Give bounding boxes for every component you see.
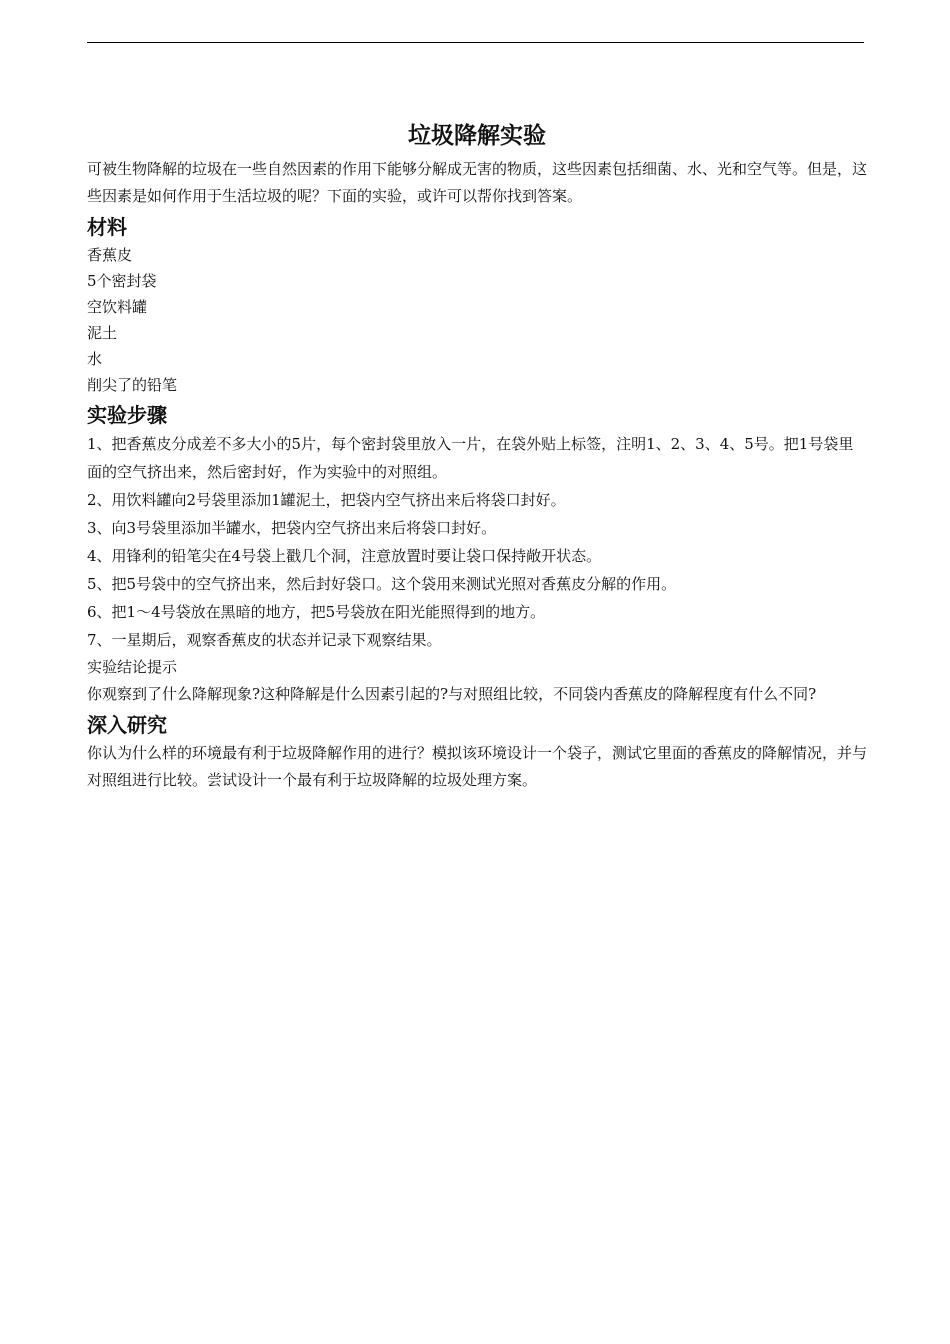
step-item: 6、把1～4号袋放在黑暗的地方，把5号袋放在阳光能照得到的地方。 xyxy=(87,603,546,621)
steps-heading: 实验步骤 xyxy=(87,403,167,427)
conclusion-text: 你观察到了什么降解现象?这种降解是什么因素引起的?与对照组比较，不同袋内香蕉皮的降解程度有什么不同? xyxy=(87,685,817,703)
step-item: 1、把香蕉皮分成差不多大小的5片，每个密封袋里放入一片，在袋外贴上标签，注明1、2、3、4、5号。把1号袋里面的空气挤出来，然后密封好，作为实验中的对照组。 xyxy=(87,435,854,481)
step-item: 2、用饮料罐向2号袋里添加1罐泥土，把袋内空气挤出来后将袋口封好。 xyxy=(87,491,566,509)
material-item: 空饮料罐 xyxy=(87,298,148,316)
materials-heading: 材料 xyxy=(87,215,127,239)
material-item: 香蕉皮 xyxy=(87,246,133,264)
step-item: 3、向3号袋里添加半罐水，把袋内空气挤出来后将袋口封好。 xyxy=(87,519,497,537)
steps-list xyxy=(87,430,867,654)
material-item: 削尖了的铅笔 xyxy=(87,376,178,394)
material-item: 5个密封袋 xyxy=(87,272,157,290)
step-item: 5、把5号袋中的空气挤出来，然后封好袋口。这个袋用来测试光照对香蕉皮分解的作用。 xyxy=(87,575,677,593)
step-item: 7、一星期后，观察香蕉皮的状态并记录下观察结果。 xyxy=(87,631,442,649)
intro-paragraph: 可被生物降解的垃圾在一些自然因素的作用下能够分解成无害的物质，这些因素包括细菌、水、光和空气等。但是，这些因素是如何作用于生活垃圾的呢？下面的实验，或许可以帮你找到答案。 xyxy=(87,160,868,205)
further-heading: 深入研究 xyxy=(87,713,167,737)
materials-list xyxy=(87,242,867,398)
step-item: 4、用锋利的铅笔尖在4号袋上戳几个洞，注意放置时要让袋口保持敞开状态。 xyxy=(87,547,602,565)
header-rule xyxy=(87,42,864,43)
document-content xyxy=(87,118,867,794)
further-text: 你认为什么样的环境最有利于垃圾降解作用的进行？模拟该环境设计一个袋子，测试它里面的香蕉皮的降解情况，并与对照组进行比较。尝试设计一个最有利于垃圾降解的垃圾处理方案。 xyxy=(87,744,868,789)
document-title: 垃圾降解实验 xyxy=(408,123,546,149)
material-item: 水 xyxy=(87,350,103,368)
conclusion-label: 实验结论提示 xyxy=(87,658,178,676)
material-item: 泥土 xyxy=(87,324,118,342)
